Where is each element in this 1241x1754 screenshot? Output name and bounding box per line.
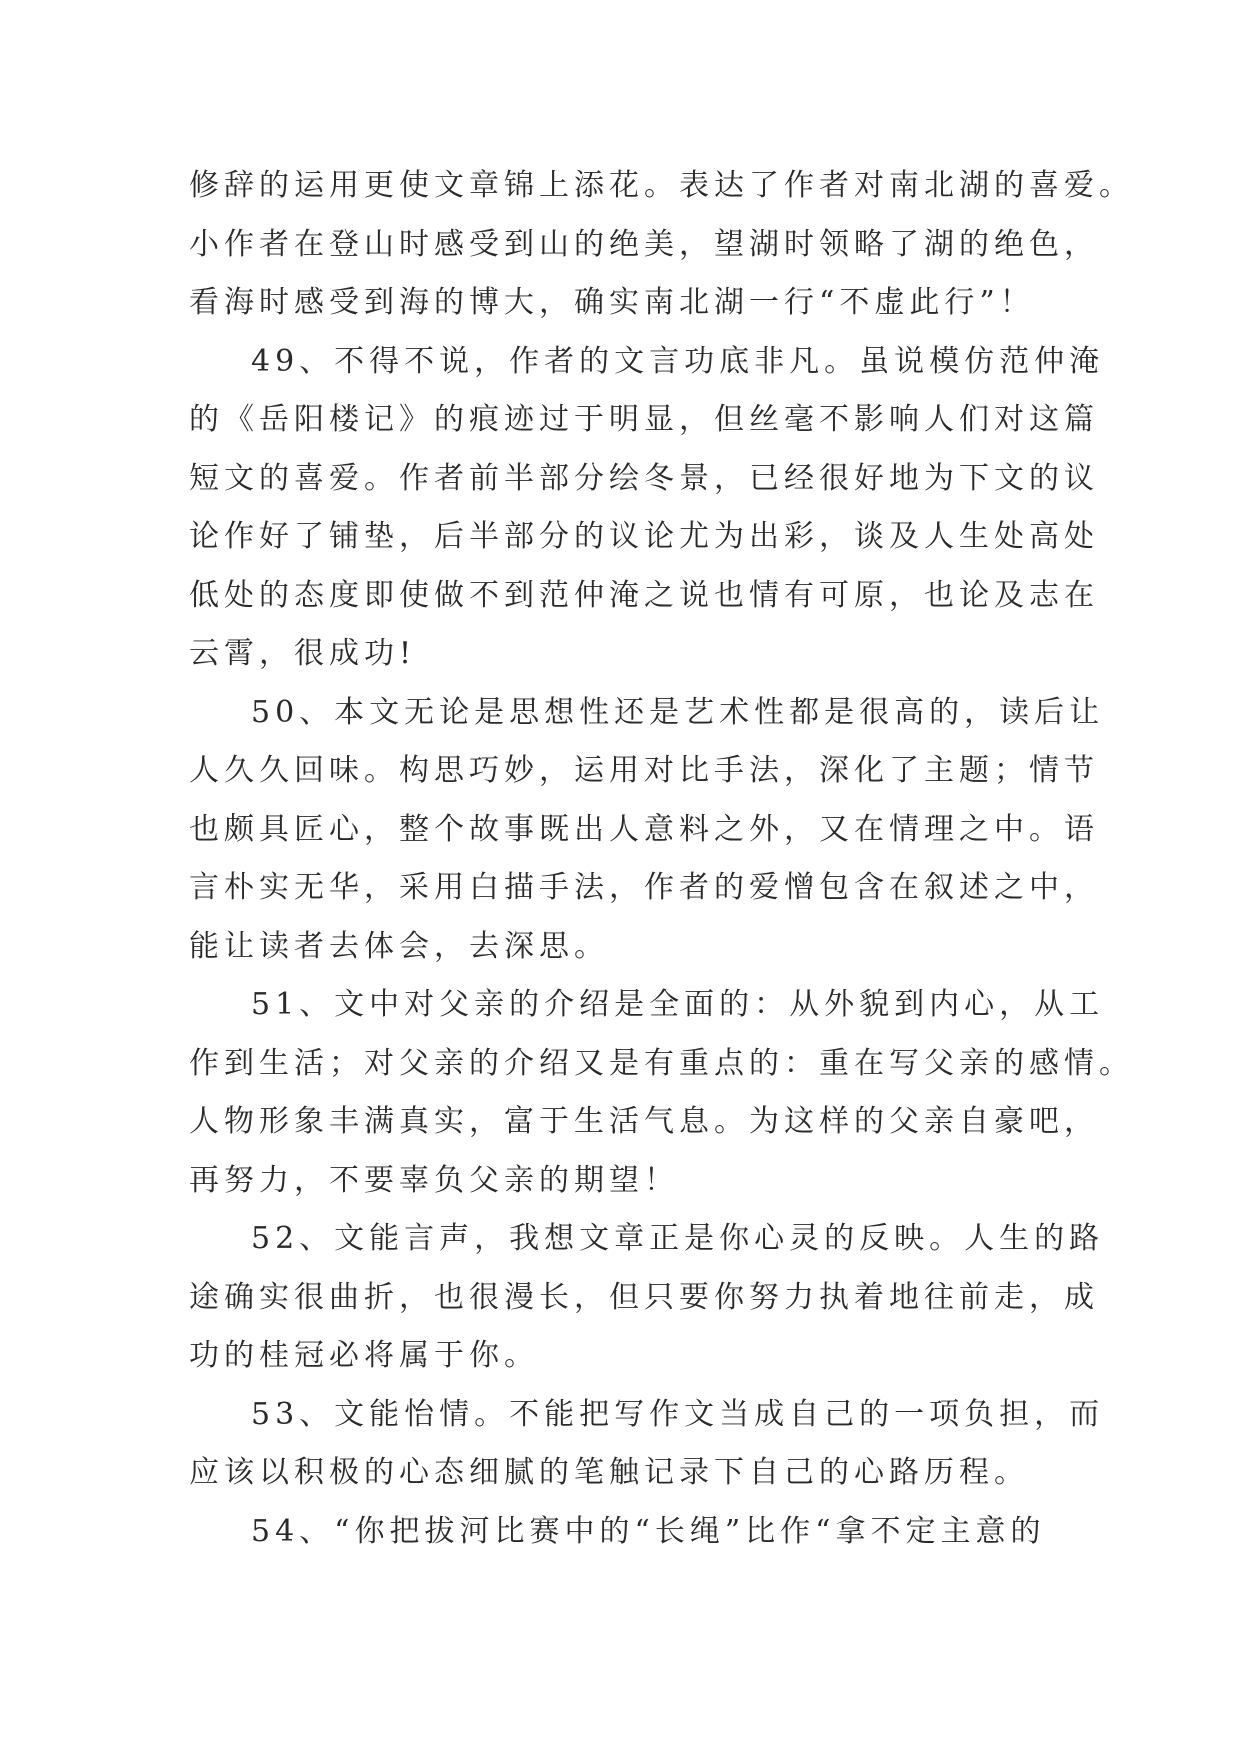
text-line: 短文的喜爱。作者前半部分绘冬景，已经很好地为下文的议: [189, 460, 1099, 496]
text-line: 的《岳阳楼记》的痕迹过于明显，但丝毫不影响人们对这篇: [189, 402, 1099, 437]
document-body: [189, 157, 1134, 1561]
text-line: 论作好了铺垫，后半部分的议论尤为出彩，谈及人生处高处: [189, 519, 1099, 554]
text-line: 人久久回味。构思巧妙，运用对比手法，深化了主题；情节: [189, 753, 1099, 788]
text-line: 也颇具匠心，整个故事既出人意料之外，又在情理之中。语: [189, 811, 1099, 847]
text-line: 51、文中对父亲的介绍是全面的：从外貌到内心，从工: [251, 987, 1105, 1022]
text-line: 作到生活；对父亲的介绍又是有重点的：重在写父亲的感情。: [189, 1045, 1134, 1081]
text-line: 应该以积极的心态细腻的笔触记录下自己的心路历程。: [189, 1455, 1029, 1490]
text-line: 修辞的运用更使文章锦上添花。表达了作者对南北湖的喜爱。: [189, 168, 1134, 203]
text-line: 低处的态度即使做不到范仲淹之说也情有可原，也论及志在: [189, 577, 1099, 613]
text-line: 看海时感受到海的博大，确实南北湖一行“不虚此行”！: [189, 285, 1035, 320]
text-line: 54、“你把拔河比赛中的“长绳”比作“拿不定主意的: [251, 1513, 1046, 1549]
text-line: 途确实很曲折，也很漫长，但只要你努力执着地往前走，成: [189, 1279, 1099, 1315]
text-line: 功的桂冠必将属于你。: [189, 1338, 539, 1373]
text-line: 能让读者去体会，去深思。: [189, 928, 609, 964]
text-line: 52、文能言声，我想文章正是你心灵的反映。人生的路: [251, 1221, 1105, 1256]
text-line: 小作者在登山时感受到山的绝美，望湖时领略了湖的绝色，: [189, 226, 1099, 262]
text-line: 云霄，很成功!: [189, 636, 417, 671]
text-line: 49、不得不说，作者的文言功底非凡。虽说模仿范仲淹: [251, 343, 1105, 379]
text-line: 53、文能怡情。不能把写作文当成自己的一项负担，而: [251, 1396, 1105, 1432]
text-line: 人物形象丰满真实，富于生活气息。为这样的父亲自豪吧，: [189, 1104, 1099, 1139]
text-line: 言朴实无华，采用白描手法，作者的爱憎包含在叙述之中，: [189, 870, 1099, 905]
text-line: 再努力，不要辜负父亲的期望！: [189, 1162, 679, 1198]
text-line: 50、本文无论是思想性还是艺术性都是很高的，读后让: [251, 694, 1105, 730]
